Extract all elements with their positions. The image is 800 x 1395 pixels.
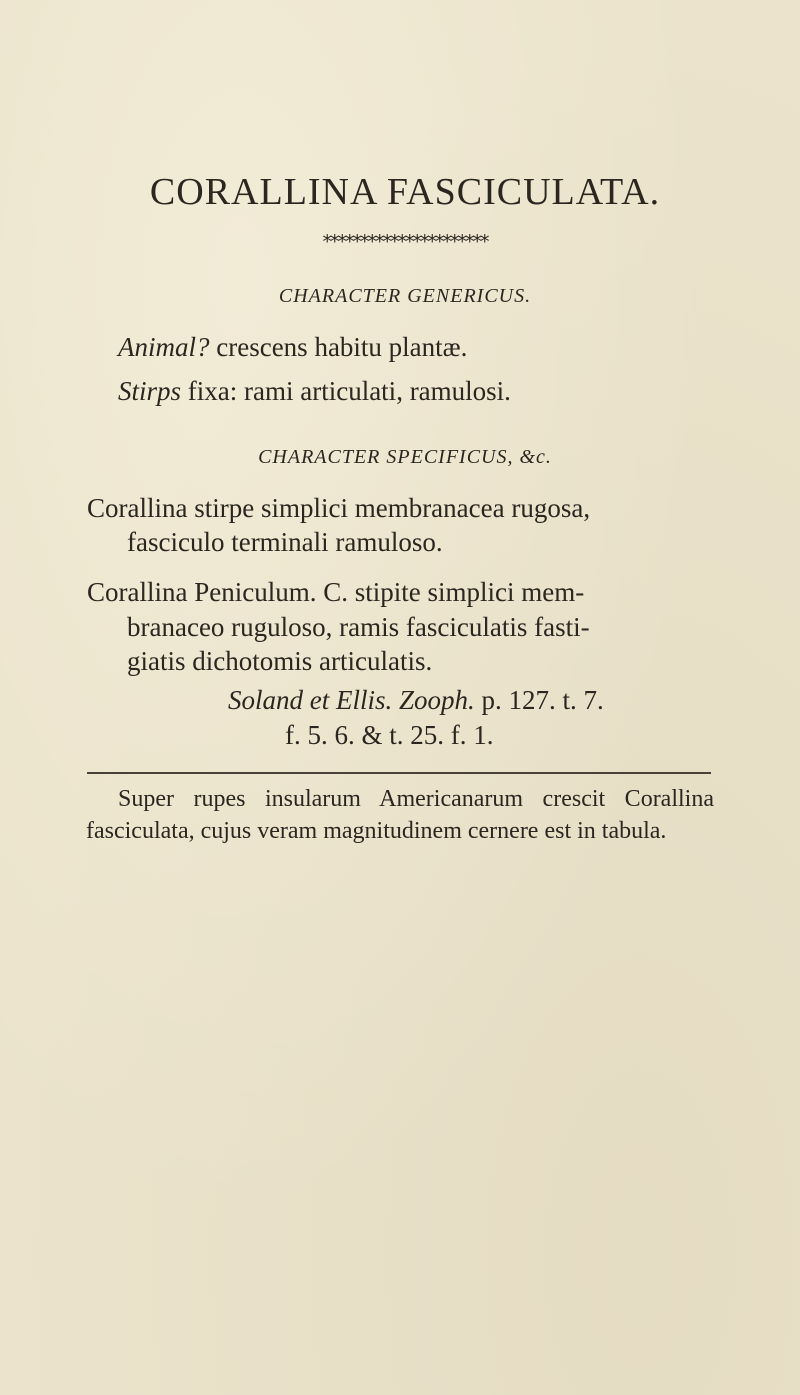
specific-desc1-line1: Corallina stirpe simplici membranacea rugosa, [87, 493, 591, 523]
specific-desc2-line3: giatis dichotomis articulatis. [127, 646, 433, 676]
specific-desc1-line2: fasciculo terminali ramuloso. [127, 527, 443, 557]
reference-line1 [228, 685, 604, 716]
generic-line-stirps [118, 376, 511, 407]
specific-desc2-line1: Corallina Peniculum. C. stipite simplici mem- [87, 577, 585, 607]
horizontal-rule [87, 772, 711, 774]
stirps-text: fixa: rami articulati, ramulosi. [181, 376, 511, 406]
page-title: CORALLINA FASCICULATA. [149, 171, 661, 213]
animal-text: crescens habitu plantæ. [209, 332, 468, 362]
generic-line-animal [118, 332, 467, 363]
generic-character-heading: CHARACTER GENERICUS. [278, 285, 532, 307]
star-separator: ********************** [322, 231, 488, 253]
reference-authors: Soland et Ellis. Zooph. [228, 685, 475, 715]
specific-character-heading: CHARACTER SPECIFICUS, &c. [258, 446, 552, 468]
specific-desc2-line2: branaceo ruguloso, ramis fasciculatis fasti- [127, 612, 590, 642]
reference-pages: p. 127. t. 7. [474, 685, 604, 715]
reference-line2: f. 5. 6. & t. 25. f. 1. [285, 720, 494, 750]
animal-label: Animal? [118, 332, 210, 362]
description-paragraph: Super rupes insularum Americanarum crescit Corallina fasciculata, cujus veram magnitudinem cernere est in tabula. [86, 786, 714, 844]
stirps-label: Stirps [118, 376, 182, 406]
